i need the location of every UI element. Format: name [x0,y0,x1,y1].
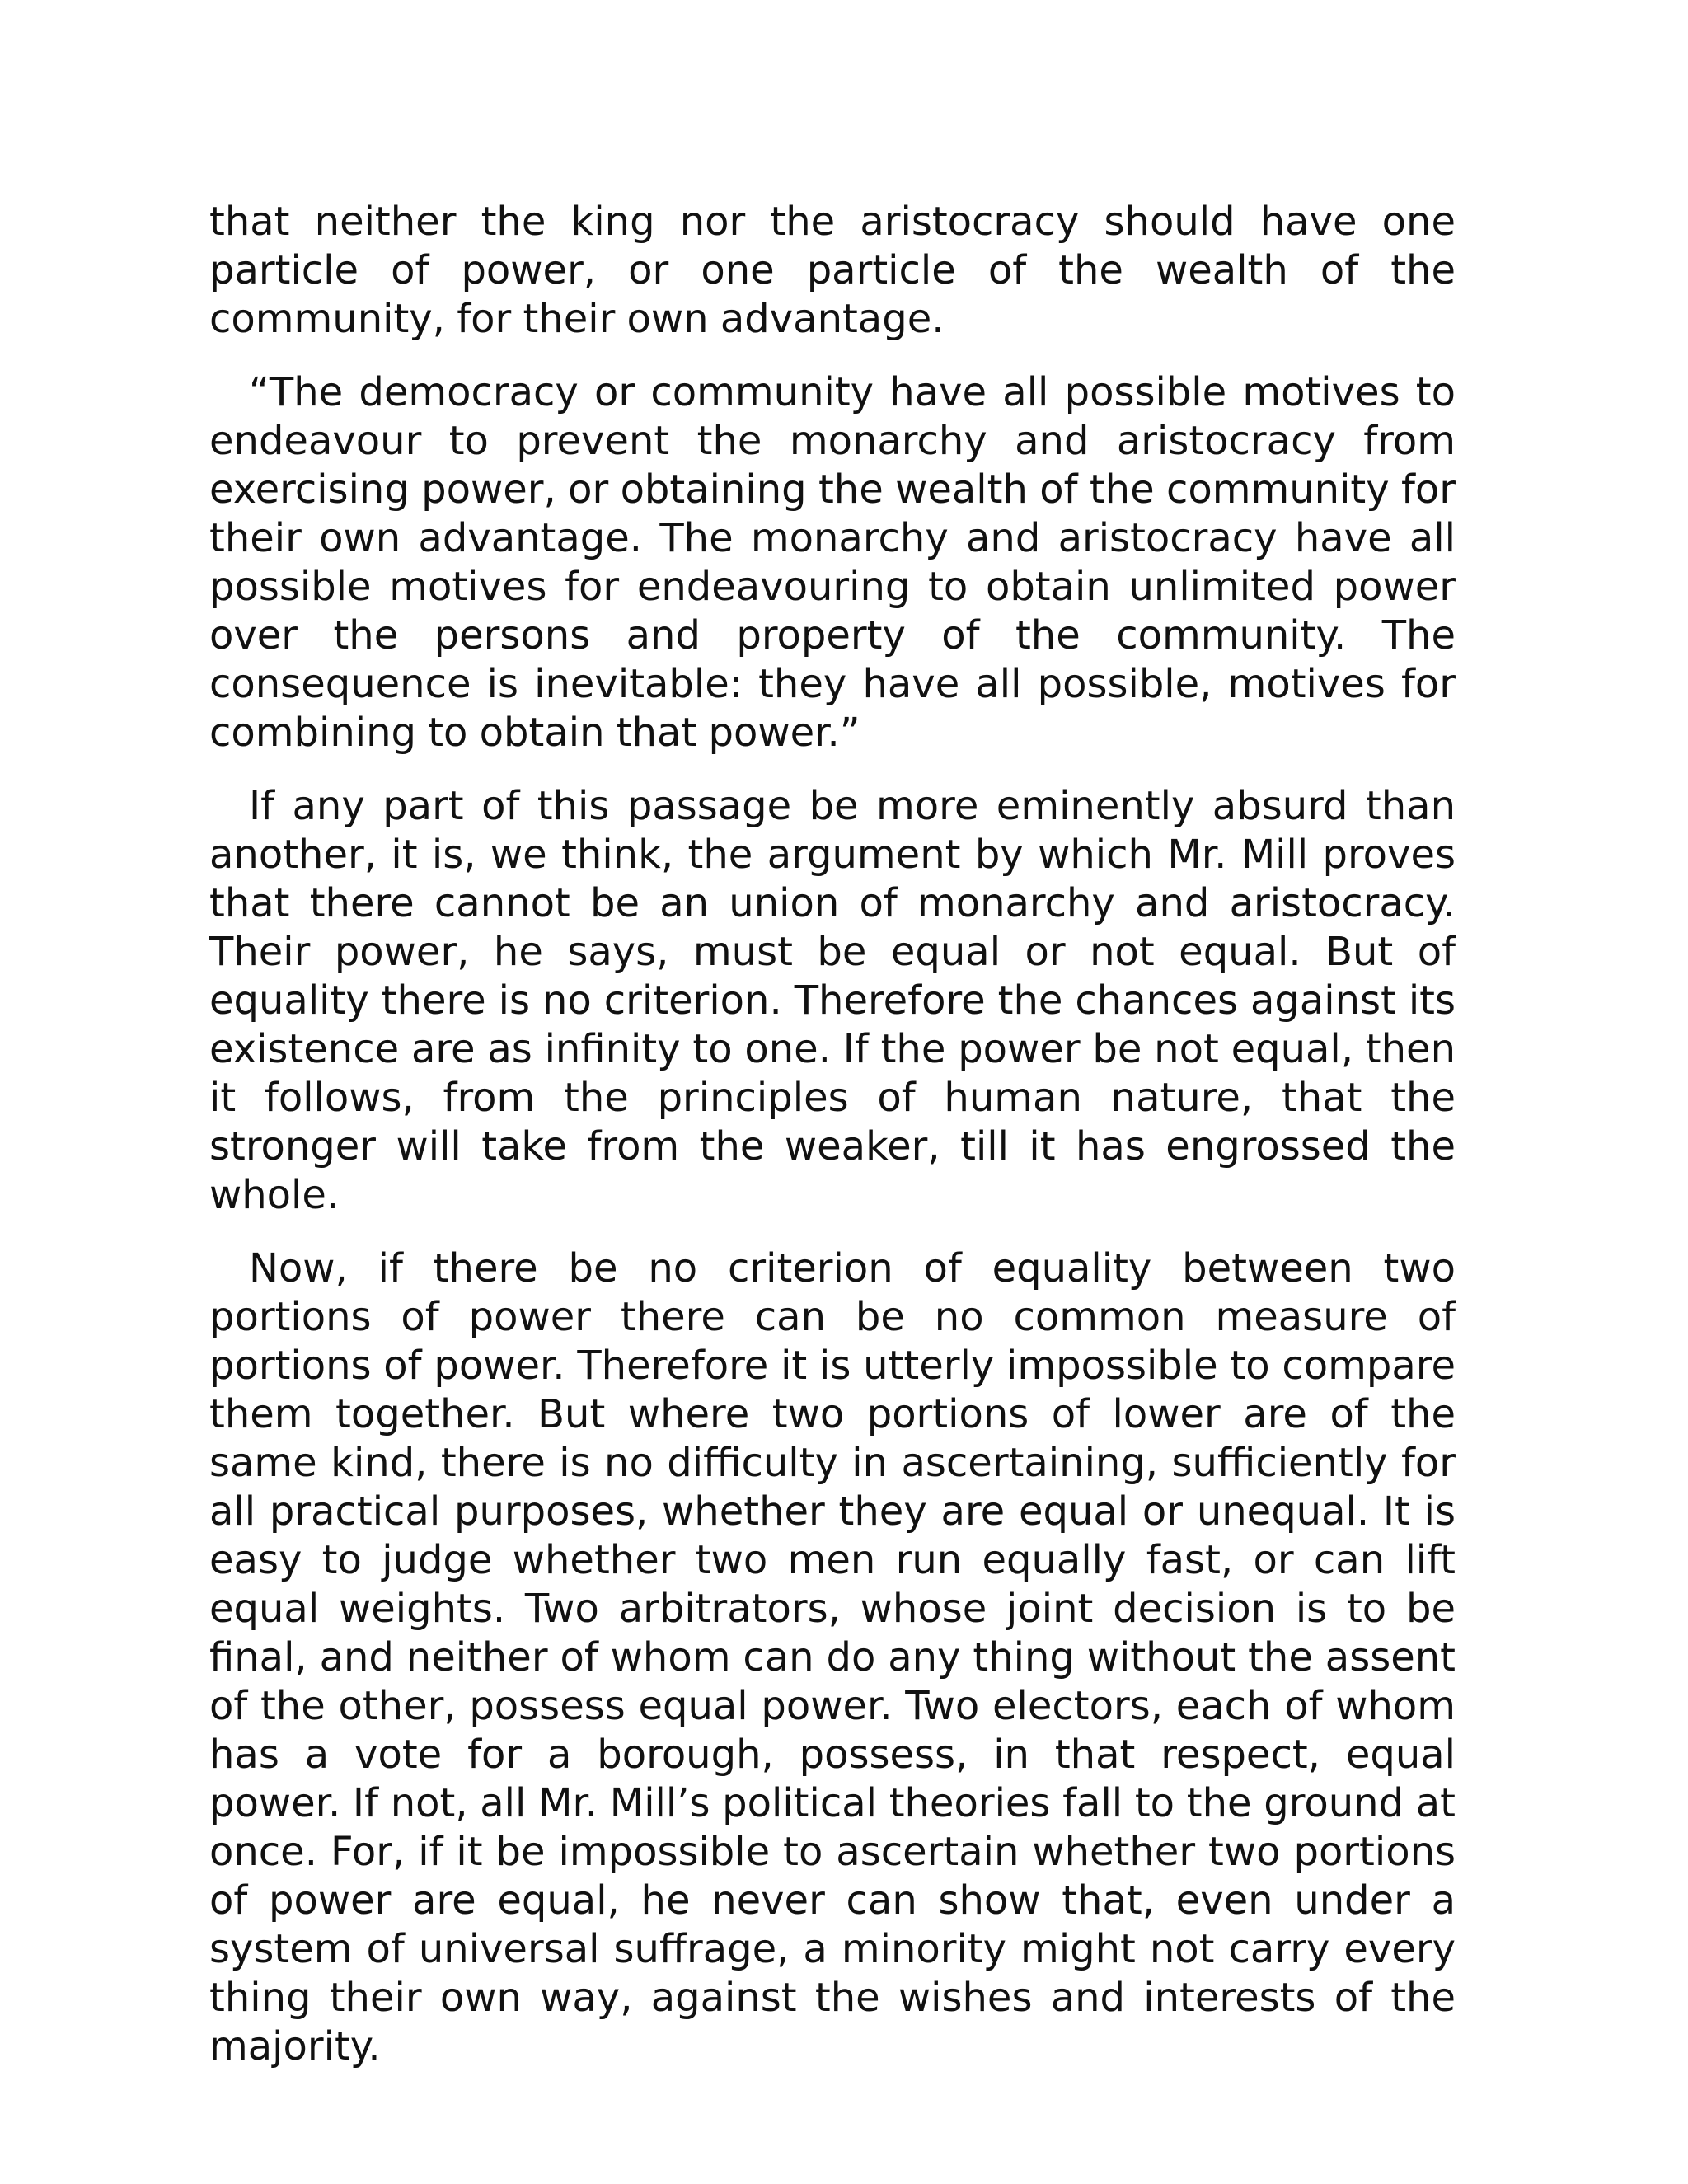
paragraph-rebuttal: Now, if there be no criterion of equality between two portions of power there can be no common measure of portions of power. Therefore it is utterly impossible to compare them together. But where two portions of lower are of the same kind, there is no difficulty in ascertaining, sufficiently for all practical purposes, whether they are equal or unequal. It is easy to judge whether two men run equally fast, or can lift equal weights. Two arbitrators, whose joint decision is to be final, and neither of whom can do any thing without the assent of the other, possess equal power. Two electors, each of whom has a vote for a borough, possess, in that respect, equal power. If not, all Mr. Mill’s political theories fall to the ground at once. For, if it be impossible to ascertain whether two portions of power are equal, he never can show that, even under a system of universal suffrage, a minority might not carry every thing their own way, against the wishes and interests of the majority. [209,1245,1456,2069]
paragraph-quotation: “The democracy or community have all possible motives to endeavour to prevent the monarchy and aristocracy from exercising power, or obtaining the wealth of the community for their own advantage. The monarchy and aristocracy have all possible motives for endeavouring to obtain unlimited power over the persons and property of the community. The consequence is inevitable: they have all possible, motives for combining to obtain that power.” [209,369,1456,756]
document-page [209,198,1456,2096]
paragraph-argument: If any part of this passage be more eminently absurd than another, it is, we think, the argument by which Mr. Mill proves that there cannot be an union of monarchy and aristocracy. Their power, he says, must be equal or not equal. But of equality there is no criterion. Therefore the chances against its existence are as infinity to one. If the power be not equal, then it follows, from the principles of human nature, that the stronger will take from the weaker, till it has engrossed the whole. [209,783,1456,1218]
paragraph-continuation: that neither the king nor the aristocracy should have one particle of power, or one particle of the wealth of the community, for their own advantage. [209,199,1456,342]
